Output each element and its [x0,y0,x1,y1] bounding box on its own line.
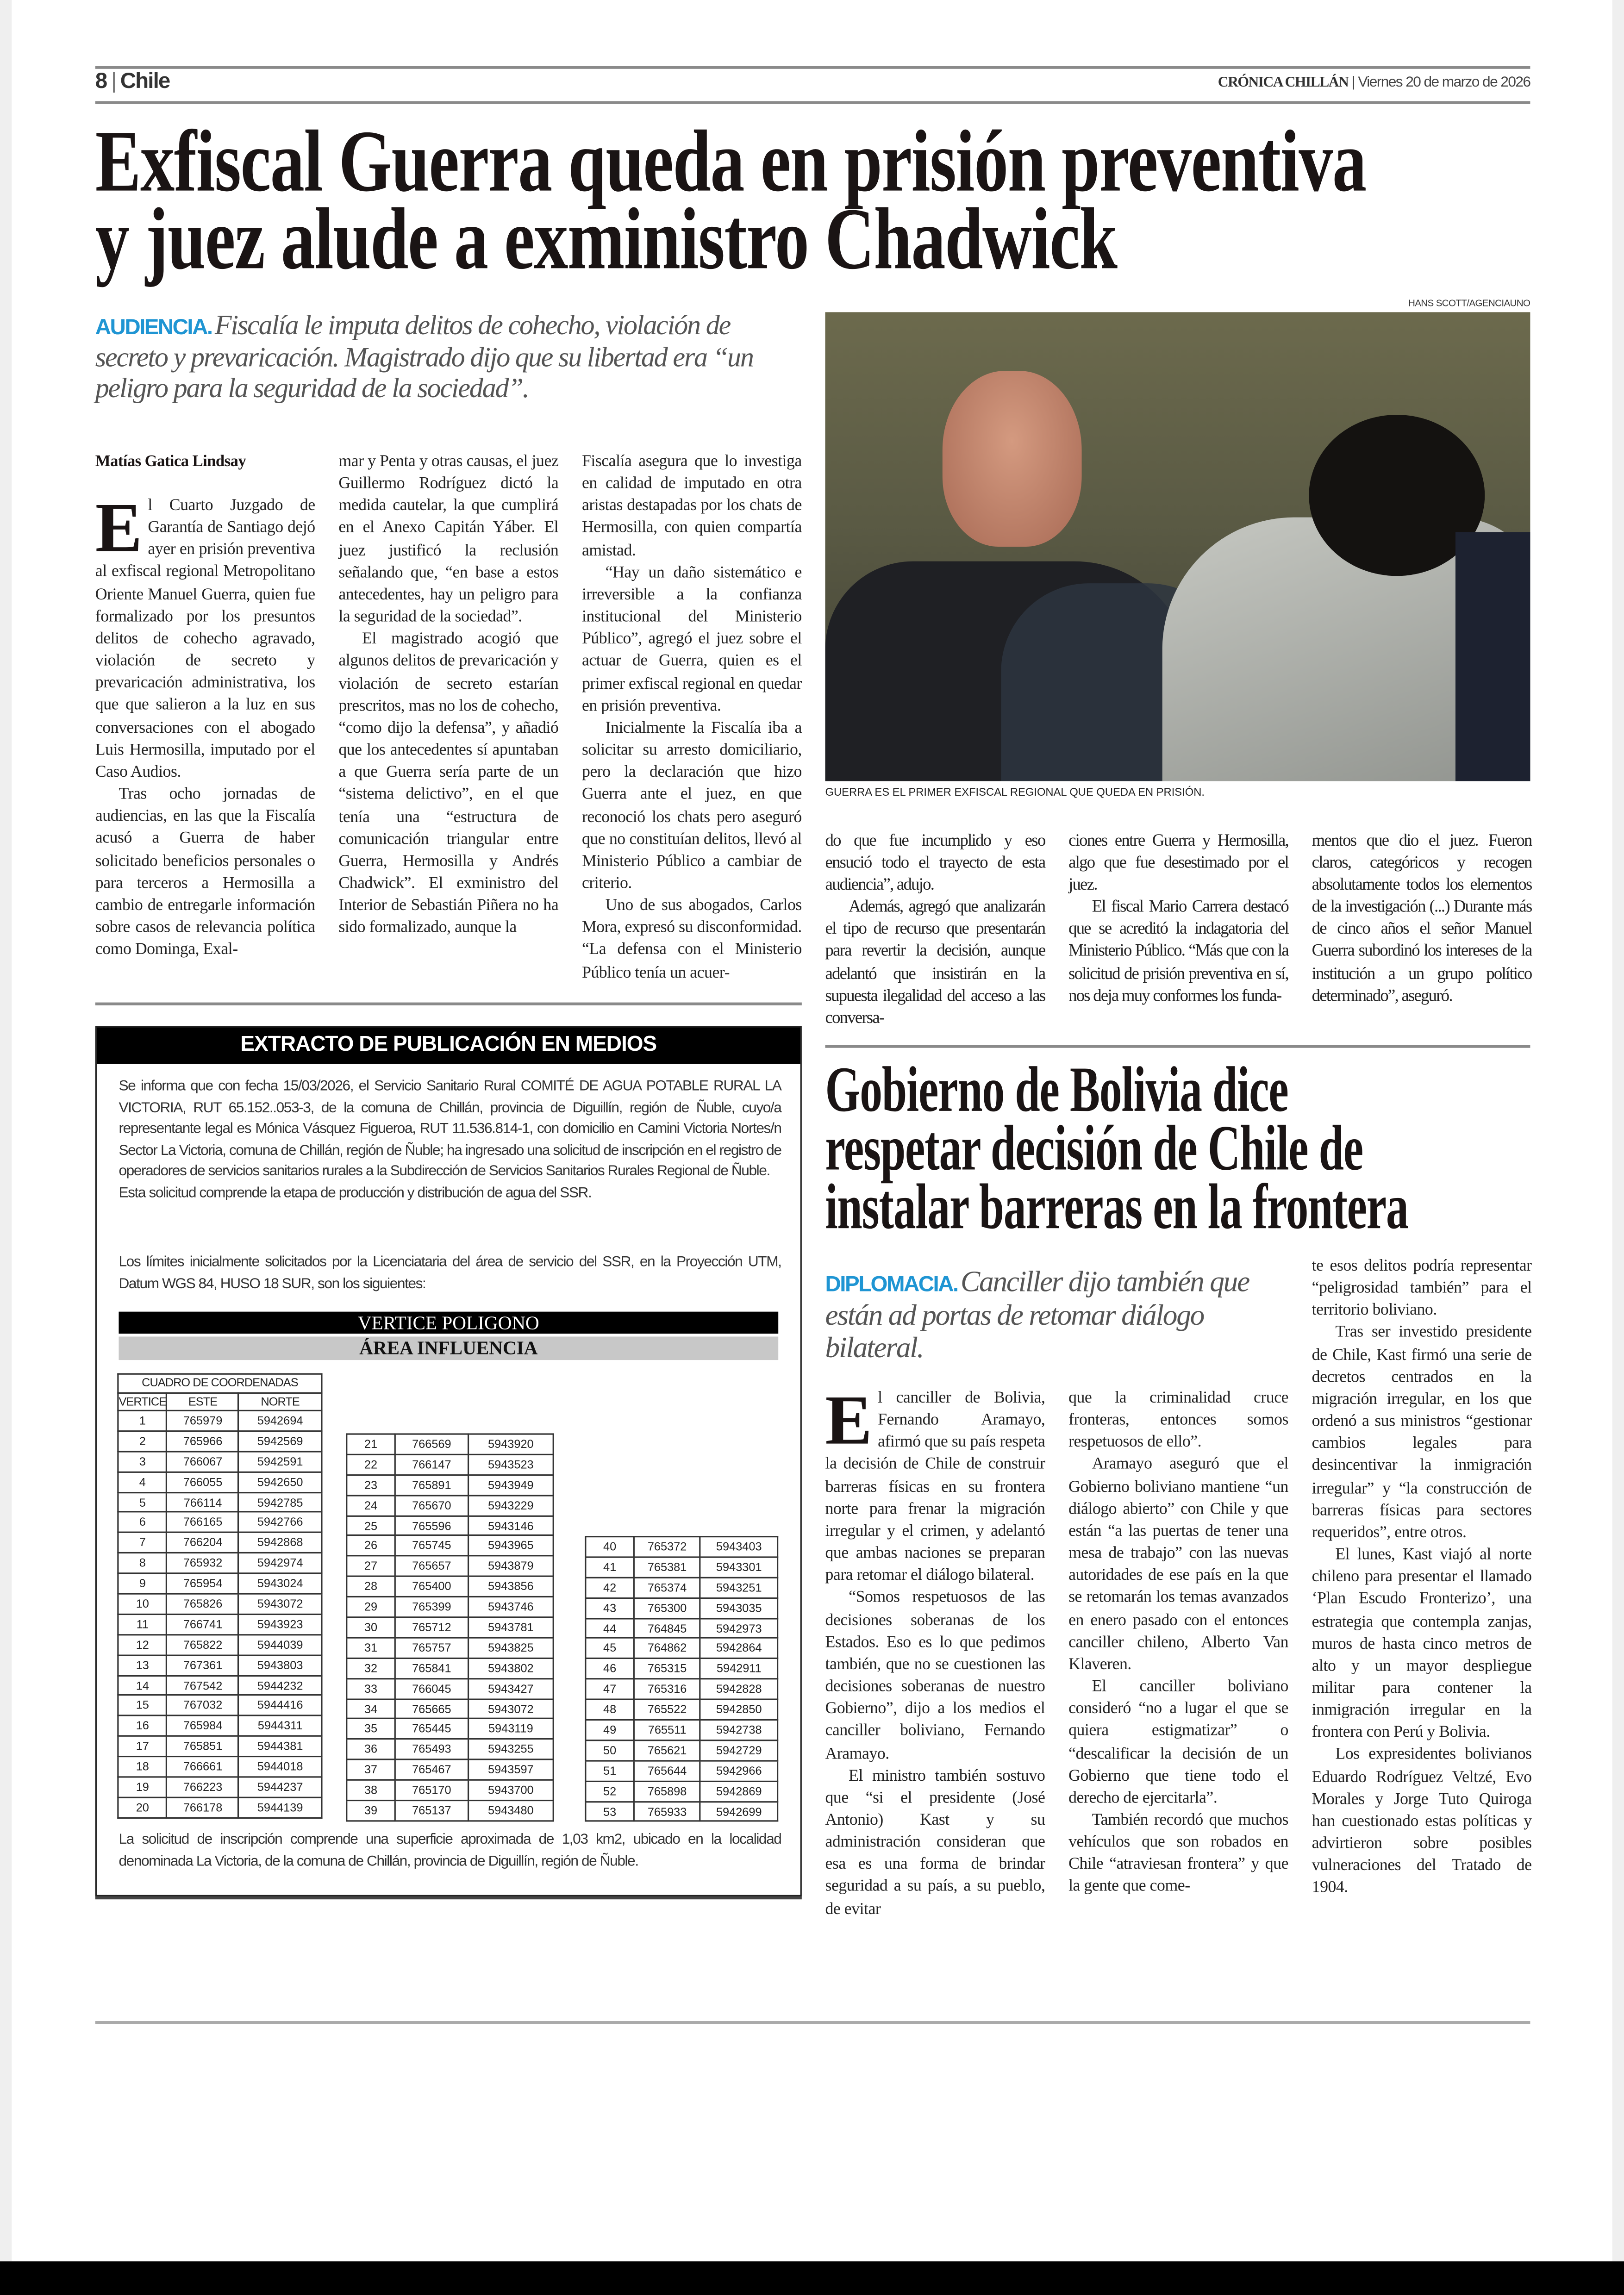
north-cell: 5943879 [468,1556,553,1577]
east-cell: 766178 [167,1797,239,1818]
table-row [347,1495,553,1515]
paragraph: Aramayo aseguró que el Gobierno boliviano mantiene “un diálogo abierto” con Chile y que están “a las puertas de tener una mesa de trabajo” con las nuevas autoridades de ese país en la que se retomarán los temas avanzados en enero pasado con el entonces canciller chileno, Alberto Van Klaveren. [1068,1456,1289,1674]
north-cell: 5943746 [468,1597,553,1617]
table-row [347,1434,553,1454]
east-cell: 766045 [395,1678,468,1699]
dropcap: E [825,1382,872,1460]
kicker: AUDIENCIA. [95,315,212,340]
vertex-cell: 27 [347,1556,395,1577]
paragraph: También recordó que muchos vehículos que son robados en Chile “atraviesan frontera” y que la gente que come- [1068,1811,1289,1896]
headline-line: instalar barreras en la frontera [825,1171,1408,1243]
north-cell: 5942828 [700,1679,778,1700]
table-row [118,1492,322,1512]
notice-paragraph: Esta solicitud comprende la etapa de producción y distribución de agua del SSR. [119,1185,592,1202]
north-cell: 5942869 [700,1781,778,1801]
column-header: VERTICE [118,1392,167,1411]
east-cell: 765621 [634,1740,700,1760]
paragraph: El canciller boliviano consideró “no a lugar el que se quiera estigmatizar” o “descalificar la decisión de un Gobierno que tiene todo el derecho de ejercitarla”. [1068,1678,1289,1807]
article-column [1312,829,1532,1006]
vertex-cell: 47 [586,1679,634,1700]
column-header: NORTE [238,1392,322,1411]
notice-title: EXTRACTO DE PUBLICACIÓN EN MEDIOS [97,1027,800,1064]
east-cell: 765966 [167,1431,239,1451]
vertex-cell: 41 [586,1557,634,1578]
north-cell: 5943024 [238,1573,322,1594]
byline: Matías Gatica Lindsay [95,453,246,471]
east-cell: 766204 [167,1533,239,1553]
north-cell: 5943965 [468,1536,553,1556]
vertex-cell: 6 [118,1512,167,1533]
paragraph: Uno de sus abogados, Carlos Mora, expresó su disconformidad. “La defensa con el Ministerio Público tenía un acuer- [581,897,802,982]
east-cell: 765137 [395,1801,468,1821]
table-row [586,1679,778,1700]
north-cell: 5942729 [700,1740,778,1760]
paragraph: l Cuarto Juzgado de Garantía de Santiago dejó ayer en prisión preventiva al exfiscal regional Metropolitano Oriente Manuel Guerra, quien fue formalizado por los presuntos delitos de cohecho agravado, violación de secreto y prevaricación administrativa, los que que salieron a la luz en sus conversaciones con el abogado Luis Hermosilla, imputado por el Caso Audios. [95,497,315,781]
north-cell: 5943255 [468,1740,553,1760]
vertex-cell: 25 [347,1515,395,1536]
table-row [347,1536,553,1556]
north-cell: 5943923 [238,1614,322,1634]
north-cell: 5943597 [468,1760,553,1780]
east-cell: 765493 [395,1740,468,1760]
divider-rule [95,1003,802,1005]
photo-figure-right [1455,532,1530,781]
table-row [118,1696,322,1716]
vertex-cell: 20 [118,1797,167,1818]
table-row [586,1639,778,1659]
table-row [347,1638,553,1658]
north-cell: 5943802 [468,1658,553,1678]
photo-figure-head [943,371,1082,547]
east-cell: 767542 [167,1675,239,1696]
north-cell: 5942738 [700,1720,778,1740]
headline-line: Exfiscal Guerra queda en prisión preventiva [95,112,1366,210]
north-cell: 5943803 [238,1655,322,1675]
vertex-cell: 12 [118,1634,167,1655]
vertex-cell: 32 [347,1658,395,1678]
table-row [118,1655,322,1675]
east-cell: 766223 [167,1777,239,1797]
paragraph: “Hay un daño sistemático e irreversible a la confianza institucional del Ministerio Público”, agregó el juez sobre el actuar de Guerra, quien es el primer exfiscal regional en quedar en prisión preventiva. [581,564,802,715]
paragraph: El magistrado acogió que algunos delitos de prevaricación y violación de secreto estarían prescritos, mas no los de cohecho, “como dijo la defensa”, y añadió que los antecedentes sí apuntaban a que Guerra sería parte de un “sistema delictivo”, en el que tenía una “estructura de comunicación triangular entre Guerra, Hermosilla y Andrés Chadwick”. El exministro del Interior de Sebastián Piñera no ha sido formalizado, aunque la [338,630,559,937]
north-cell: 5943403 [700,1537,778,1557]
east-cell: 765657 [395,1556,468,1577]
table-row [347,1678,553,1699]
article-column [338,451,558,940]
north-cell: 5942699 [700,1801,778,1821]
table-row [586,1537,778,1557]
vertex-cell: 52 [586,1781,634,1801]
notice-paragraph: Se informa que con fecha 15/03/2026, el Servicio Sanitario Rural COMITÉ DE AGUA POTABLE RURAL LA VICTORIA, RUT 65.152..053-3, de la comuna de Chillán, provincia de Diguillín, región de Ñuble, cuyo/a representante legal es Mónica Vásquez Figueroa, RUT 11.536.814-1, con domicilio en Camini Victoria Nortes/n Sector La Victoria, comuna de Chillán, región de Ñuble; ha ingresado una solicitud de inscripción en el registro de operadores de servicios sanitarios rurales a la Subdirección de Servicios Sanitarios Rurales Regional de Ñuble. [119,1079,781,1180]
article-deck [825,1266,1265,1366]
vertex-cell: 16 [118,1716,167,1736]
vertex-cell: 11 [118,1614,167,1634]
paragraph: El fiscal Mario Carrera destacó que se acreditó la indagatoria del Ministerio Público. “Más que con la solicitud de prisión preventiva en sí, nos deja muy conformes los funda- [1068,897,1289,1005]
east-cell: 765933 [634,1801,700,1821]
vertex-cell: 48 [586,1699,634,1720]
table-row [118,1736,322,1757]
table-row [347,1454,553,1475]
table-row [347,1780,553,1801]
paragraph: mar y Penta y otras causas, el juez Guillermo Rodríguez dictó la medida cautelar, la que cumplirá en el Anexo Capitán Yáber. El juez justificó la reclusión señalando que, “en base a estos antecedentes, hay un peligro para la seguridad de la sociedad”. [338,453,559,626]
vertex-cell: 26 [347,1536,395,1556]
paragraph: te esos delitos podría representar “peligrosidad también” para el territorio boliviano. [1312,1257,1532,1320]
east-cell: 766067 [167,1451,239,1472]
vertex-cell: 50 [586,1740,634,1760]
north-cell: 5943523 [468,1454,553,1475]
table-row [586,1699,778,1720]
paragraph: mentos que dio el juez. Fueron claros, categóricos y recogen absolutamente todos los elementos de la investigación (...) Durante más de cinco años el señor Manuel Guerra subordinó los intereses de la institución a un grupo político determinado”, aseguró. [1312,831,1532,1005]
table-row [118,1533,322,1553]
east-cell: 765745 [395,1536,468,1556]
table-row [118,1431,322,1451]
separator: | [111,69,116,94]
east-cell: 765954 [167,1573,239,1594]
east-cell: 765712 [395,1617,468,1638]
table-row [118,1797,322,1818]
table-row [118,1634,322,1655]
east-cell: 765644 [634,1760,700,1781]
vertex-cell: 21 [347,1434,395,1454]
east-cell: 765374 [634,1578,700,1598]
north-cell: 5943856 [468,1577,553,1597]
article-column [825,1382,1045,1921]
north-cell: 5944232 [238,1675,322,1696]
east-cell: 765898 [634,1781,700,1801]
east-cell: 765522 [634,1699,700,1720]
table-row [586,1801,778,1821]
table-row [347,1515,553,1536]
headline-line: respetar decisión de Chile de [825,1112,1363,1185]
coordinates-table [585,1536,778,1822]
coordinates-table [346,1433,554,1821]
north-cell: 5943920 [468,1434,553,1454]
vertex-cell: 9 [118,1573,167,1594]
vertex-cell: 46 [586,1659,634,1679]
north-cell: 5943480 [468,1801,553,1821]
north-cell: 5944139 [238,1797,322,1818]
east-cell: 765316 [634,1679,700,1700]
vertex-cell: 3 [118,1451,167,1472]
north-cell: 5942966 [700,1760,778,1781]
north-cell: 5943781 [468,1617,553,1638]
table-row [118,1451,322,1472]
east-cell: 766147 [395,1454,468,1475]
east-cell: 765665 [395,1699,468,1719]
article-column [825,829,1045,1029]
table-title: CUADRO DE COORDENADAS [118,1374,322,1392]
table-row [586,1578,778,1598]
east-cell: 765596 [395,1515,468,1536]
vertex-cell: 19 [118,1777,167,1797]
north-cell: 5942850 [700,1699,778,1720]
east-cell: 767361 [167,1655,239,1675]
notice-paragraph: Los límites inicialmente solicitados por la Licenciataria del área de servicio del SSR, en la Proyección UTM, Datum WGS 84, HUSO 18 SUR, son los siguientes: [119,1254,781,1292]
north-cell: 5943700 [468,1780,553,1801]
vertex-cell: 49 [586,1720,634,1740]
east-cell: 765984 [167,1716,239,1736]
east-cell: 765891 [395,1475,468,1495]
vertex-cell: 40 [586,1537,634,1557]
table-row [118,1594,322,1614]
paragraph: El ministro también sostuvo que “si el presidente (José Antonio) Kast y su administración consideran que esa es una forma de brindar seguridad a su país, a su pueblo, de evitar [825,1767,1045,1918]
table-row [118,1675,322,1696]
east-cell: 765381 [634,1557,700,1578]
north-cell: 5942973 [700,1618,778,1639]
east-cell: 765851 [167,1736,239,1757]
vertex-cell: 17 [118,1736,167,1757]
coordinates-table [117,1373,322,1819]
east-cell: 765300 [634,1598,700,1618]
vertex-cell: 28 [347,1577,395,1597]
bottom-bar [0,2261,1624,2295]
table-row [118,1512,322,1533]
table-row [347,1740,553,1760]
table-row [118,1410,322,1431]
north-cell: 5942974 [238,1553,322,1573]
east-cell: 764862 [634,1639,700,1659]
north-cell: 5944381 [238,1736,322,1757]
photo-caption: GUERRA ES EL PRIMER EXFISCAL REGIONAL QUE QUEDA EN PRISIÓN. [825,786,1205,799]
table-row [586,1781,778,1801]
table-row [347,1658,553,1678]
north-cell: 5943119 [468,1719,553,1740]
east-cell: 766055 [167,1472,239,1492]
paragraph: ciones entre Guerra y Hermosilla, algo que fue desestimado por el juez. [1068,831,1289,894]
section-name: Chile [120,69,170,94]
east-cell: 766569 [395,1434,468,1454]
vertex-cell: 30 [347,1617,395,1638]
article-deck [95,311,784,405]
east-cell: 765315 [634,1659,700,1679]
divider-rule [825,1045,1530,1047]
publication-date: Viernes 20 de marzo de 2026 [1358,75,1530,91]
article-column [1068,829,1288,1006]
article-headline [95,112,1467,287]
table-row [347,1699,553,1719]
north-cell: 5942694 [238,1410,322,1431]
notice-body [119,1077,781,1205]
column-header: ESTE [167,1392,239,1411]
north-cell: 5943949 [468,1475,553,1495]
article-column [1068,1388,1288,1899]
east-cell: 765399 [395,1597,468,1617]
east-cell: 765670 [395,1495,468,1515]
vertex-cell: 10 [118,1594,167,1614]
dropcap: E [95,489,142,568]
vertex-cell: 42 [586,1578,634,1598]
vertex-cell: 44 [586,1618,634,1639]
article-photo [825,312,1530,781]
table-row [586,1659,778,1679]
east-cell: 765511 [634,1720,700,1740]
east-cell: 765826 [167,1594,239,1614]
article-headline [825,1054,1543,1243]
table-row [347,1597,553,1617]
table-row [118,1777,322,1797]
vertex-cell: 23 [347,1475,395,1495]
table-row [586,1598,778,1618]
east-cell: 766165 [167,1512,239,1533]
north-cell: 5943229 [468,1495,553,1515]
north-cell: 5942911 [700,1659,778,1679]
publication-name: CRÓNICA CHILLÁN [1218,75,1349,91]
east-cell: 765822 [167,1634,239,1655]
section-header [95,69,170,94]
north-cell: 5944018 [238,1757,322,1777]
vertex-cell: 2 [118,1431,167,1451]
table-row [586,1557,778,1578]
vertex-cell: 18 [118,1757,167,1777]
north-cell: 5944416 [238,1696,322,1716]
vertex-cell: 14 [118,1675,167,1696]
table-row [347,1719,553,1740]
north-cell: 5942569 [238,1431,322,1451]
north-cell: 5943146 [468,1515,553,1536]
north-cell: 5943035 [700,1598,778,1618]
east-cell: 765467 [395,1760,468,1780]
north-cell: 5943427 [468,1678,553,1699]
paragraph: Fiscalía asegura que lo investiga en calidad de imputado en otra aristas destapadas por los chats de Hermosilla, con quien compartía amistad. [581,453,802,560]
article-column [1312,1256,1532,1900]
vertex-cell: 43 [586,1598,634,1618]
paragraph: Tras ser investido presidente de Chile, Kast firmó una serie de decretos centrados en la migración irregular, en los que ordenó a sus ministros “gestionar cambios legales para desincentivar la inmigración irregular” y “la construcción de barreras físicas para sectores requeridos”, entre otros. [1312,1324,1532,1542]
north-cell: 5943251 [700,1578,778,1598]
table-row [118,1573,322,1594]
east-cell: 765979 [167,1410,239,1431]
table-row [118,1716,322,1736]
table-row [586,1618,778,1639]
paragraph: que la criminalidad cruce fronteras, entonces somos respetuosos de ello”. [1068,1389,1289,1452]
article-column [95,489,315,962]
vertex-cell: 34 [347,1699,395,1719]
north-cell: 5942766 [238,1512,322,1533]
vertex-cell: 4 [118,1472,167,1492]
vertex-cell: 15 [118,1696,167,1716]
header-rule [95,101,1530,104]
table-row [586,1760,778,1781]
north-cell: 5942864 [700,1639,778,1659]
table-row [347,1801,553,1821]
north-cell: 5944039 [238,1634,322,1655]
north-cell: 5943301 [700,1557,778,1578]
east-cell: 766114 [167,1492,239,1512]
east-cell: 765445 [395,1719,468,1740]
north-cell: 5943072 [468,1699,553,1719]
north-cell: 5944237 [238,1777,322,1797]
vertex-cell: 51 [586,1760,634,1781]
top-rule [95,66,1530,69]
polygon-title-bar: VERTICE POLIGONO [119,1312,778,1334]
article-column [582,451,802,985]
paragraph: do que fue incumplido y eso ensució todo el trayecto de esta audiencia”, adujo. [825,831,1045,894]
area-title-bar: ÁREA INFLUENCIA [119,1336,778,1360]
table-row [118,1472,322,1492]
paragraph: “Somos respetuosos de las decisiones soberanas de los Estados. Eso es lo que pedimos también, que no se cuestionen las decisiones soberanas de nuestro Gobierno”, dijo a los medios el canciller boliviano, Fernando Aramayo. [825,1589,1045,1763]
table-row [586,1740,778,1760]
vertex-cell: 35 [347,1719,395,1740]
east-cell: 764845 [634,1618,700,1639]
north-cell: 5942591 [238,1451,322,1472]
bottom-rule [95,2021,1530,2023]
kicker: DIPLOMACIA. [825,1272,958,1297]
table-row [118,1757,322,1777]
table-row [347,1760,553,1780]
vertex-cell: 8 [118,1553,167,1573]
east-cell: 767032 [167,1696,239,1716]
notice-footer [119,1830,781,1873]
vertex-cell: 24 [347,1495,395,1515]
vertex-cell: 31 [347,1638,395,1658]
deck-text: Fiscalía le imputa delitos de cohecho, violación de secreto y prevaricación. Magistrado dijo que su libertad era “un peligro para la seguridad de la sociedad”. [95,311,753,405]
north-cell: 5942785 [238,1492,322,1512]
page-number: 8 [95,69,107,94]
vertex-cell: 7 [118,1533,167,1553]
headline-line: y juez alude a exministro Chadwick [95,190,1117,287]
east-cell: 766661 [167,1757,239,1777]
vertex-cell: 53 [586,1801,634,1821]
notice-body [119,1253,781,1296]
public-notice [95,1026,802,1896]
north-cell: 5943072 [238,1594,322,1614]
vertex-cell: 38 [347,1780,395,1801]
paragraph: El lunes, Kast viajó al norte chileno para presentar el llamado ‘Plan Escudo Fronterizo’, una estrategia que contempla zanjas, muros de hasta cinco metros de alto y un mayor despliegue militar para contener la inmigración irregular en la frontera con Perú y Bolivia. [1312,1546,1532,1742]
paragraph: Tras ocho jornadas de audiencias, en las que la Fiscalía acusó a Guerra de haber solicitado beneficios personales o para terceros a Hermosilla a cambio de entregarle información sobre casos de relevancia política como Dominga, Exal- [95,786,315,959]
paragraph: l canciller de Bolivia, Fernando Aramayo, afirmó que su país respeta la decisión de Chile de construir barreras físicas en su frontera norte para frenar la migración irregular y el crimen, y adelantó que ambas naciones se preparan para retomar el diálogo bilateral. [825,1389,1045,1585]
table-row [347,1475,553,1495]
publication-info: CRÓNICA CHILLÁN | Viernes 20 de marzo de 2026 [1218,75,1530,91]
north-cell: 5943825 [468,1638,553,1658]
vertex-cell: 39 [347,1801,395,1821]
east-cell: 765932 [167,1553,239,1573]
table-row [347,1577,553,1597]
table-row [347,1556,553,1577]
table-row [347,1617,553,1638]
north-cell: 5942650 [238,1472,322,1492]
vertex-cell: 37 [347,1760,395,1780]
east-cell: 766741 [167,1614,239,1634]
vertex-cell: 13 [118,1655,167,1675]
paragraph: Los expresidentes bolivianos Eduardo Rodríguez Veltzé, Evo Morales y Jorge Tuto Quiroga han cuestionado estas políticas y advirtieron sobre posibles vulneraciones del Tratado de 1904. [1312,1746,1532,1897]
vertex-cell: 36 [347,1740,395,1760]
deck-text: Canciller dijo también que están ad portas de retomar diálogo bilateral. [825,1266,1249,1365]
vertex-cell: 5 [118,1492,167,1512]
table-row [118,1553,322,1573]
paragraph: Inicialmente la Fiscalía iba a solicitar su arresto domiciliario, pero la declaración que hizo Guerra ante el juez, en que reconoció los chats pero aseguró que no constituían delitos, llevó al Ministerio Público a cambiar de criterio. [581,719,802,893]
photo-credit: HANS SCOTT/AGENCIAUNO [1408,299,1530,310]
east-cell: 765372 [634,1537,700,1557]
vertex-cell: 1 [118,1410,167,1431]
vertex-cell: 45 [586,1639,634,1659]
notice-paragraph: La solicitud de inscripción comprende una superficie aproximada de 1,03 km2, ubicado en la localidad denominada La Victoria, de la comuna de Chillán, provincia de Diguillín, región de Ñuble. [119,1832,781,1870]
headline-line: Gobierno de Bolivia dice [825,1054,1288,1126]
east-cell: 765757 [395,1638,468,1658]
table-row [586,1720,778,1740]
vertex-cell: 22 [347,1454,395,1475]
vertex-cell: 29 [347,1597,395,1617]
north-cell: 5942868 [238,1533,322,1553]
east-cell: 765170 [395,1780,468,1801]
north-cell: 5944311 [238,1716,322,1736]
vertex-cell: 33 [347,1678,395,1699]
table-row [118,1614,322,1634]
paragraph: Además, agregó que analizarán el tipo de recurso que presentarán para revertir la decisión, aunque adelantó que insistirán en la supuesta ilegalidad del acceso a las conversa- [825,897,1045,1027]
east-cell: 765400 [395,1577,468,1597]
east-cell: 765841 [395,1658,468,1678]
